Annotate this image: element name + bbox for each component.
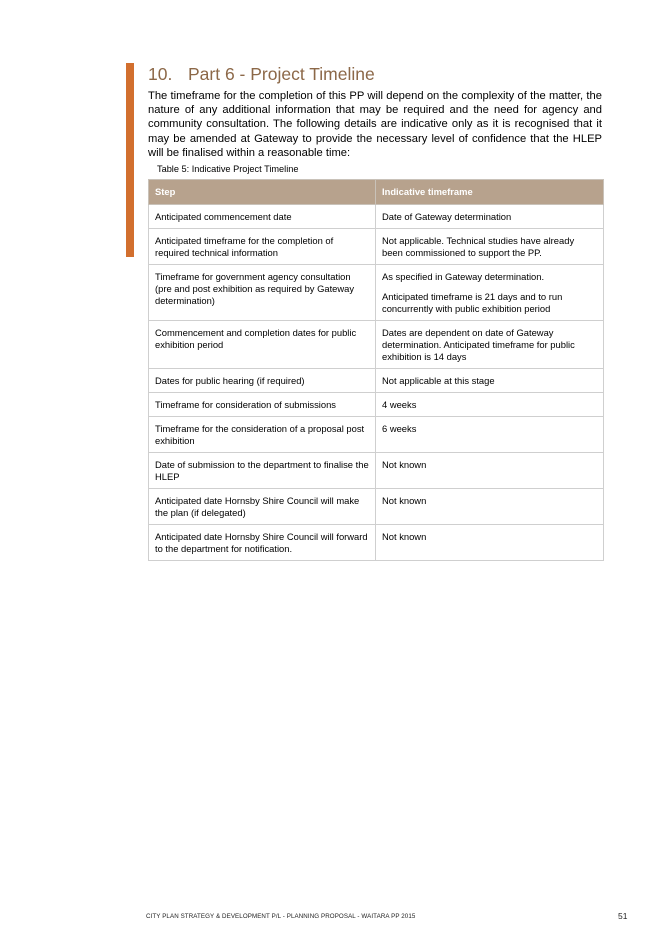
step-cell: Anticipated date Hornsby Shire Council will make the plan (if delegated) [149, 489, 376, 525]
table-caption: Table 5: Indicative Project Timeline [157, 164, 299, 174]
table-row [149, 369, 604, 393]
table-row [149, 321, 604, 369]
step-cell: Anticipated date Hornsby Shire Council will forward to the department for notification. [149, 525, 376, 561]
step-cell: Anticipated commencement date [149, 205, 376, 229]
table-row [149, 205, 604, 229]
page-footer: CITY PLAN STRATEGY & DEVELOPMENT P/L - PLANNING PROPOSAL - WAITARA PP 2015 [146, 913, 416, 920]
table-row [149, 417, 604, 453]
page-number: 51 [618, 911, 628, 921]
section-number: 10. [148, 64, 173, 84]
intro-paragraph: The timeframe for the completion of this PP will depend on the complexity of the matter, the nature of any additional information that may be required and the need for agency and community consultation. The following details are indicative only as it is recognised that it may be amended at Gateway to provide the necessary level of confidence that the HLEP will be finalised within a reasonable time: [148, 90, 602, 159]
table-row [149, 525, 604, 561]
timeframe-cell: Dates are dependent on date of Gateway determination. Anticipated timeframe for public exhibition is 14 days [376, 321, 604, 369]
step-cell: Timeframe for consideration of submissions [149, 393, 376, 417]
table-row [149, 453, 604, 489]
project-timeline-table [148, 179, 604, 561]
timeframe-cell: Date of Gateway determination [376, 205, 604, 229]
timeframe-cell: Not known [376, 453, 604, 489]
step-cell: Anticipated timeframe for the completion of required technical information [149, 229, 376, 265]
table-row [149, 489, 604, 525]
table-row [149, 393, 604, 417]
timeframe-cell: 4 weeks [376, 393, 604, 417]
section-heading [148, 63, 375, 85]
step-cell: Date of submission to the department to finalise the HLEP [149, 453, 376, 489]
table-row [149, 229, 604, 265]
step-cell: Timeframe for the consideration of a proposal post exhibition [149, 417, 376, 453]
timeframe-text-secondary: Anticipated timeframe is 21 days and to run concurrently with public exhibition period [382, 291, 563, 314]
timeframe-cell: Not applicable at this stage [376, 369, 604, 393]
header-indicative-timeframe: Indicative timeframe [376, 180, 604, 205]
step-cell: Commencement and completion dates for public exhibition period [149, 321, 376, 369]
timeframe-text: As specified in Gateway determination. [382, 271, 545, 282]
section-accent-bar [126, 63, 134, 257]
table-header-row [149, 180, 604, 205]
table-row [149, 265, 604, 321]
step-cell: Dates for public hearing (if required) [149, 369, 376, 393]
timeframe-cell: Not known [376, 489, 604, 525]
timeframe-cell: Not applicable. Technical studies have already been commissioned to support the PP. [376, 229, 604, 265]
timeframe-cell [376, 265, 604, 321]
header-step: Step [149, 180, 376, 205]
step-cell: Timeframe for government agency consultation (pre and post exhibition as required by Gateway determination) [149, 265, 376, 321]
timeframe-cell: Not known [376, 525, 604, 561]
section-title: Part 6 - Project Timeline [188, 64, 375, 84]
timeframe-cell: 6 weeks [376, 417, 604, 453]
